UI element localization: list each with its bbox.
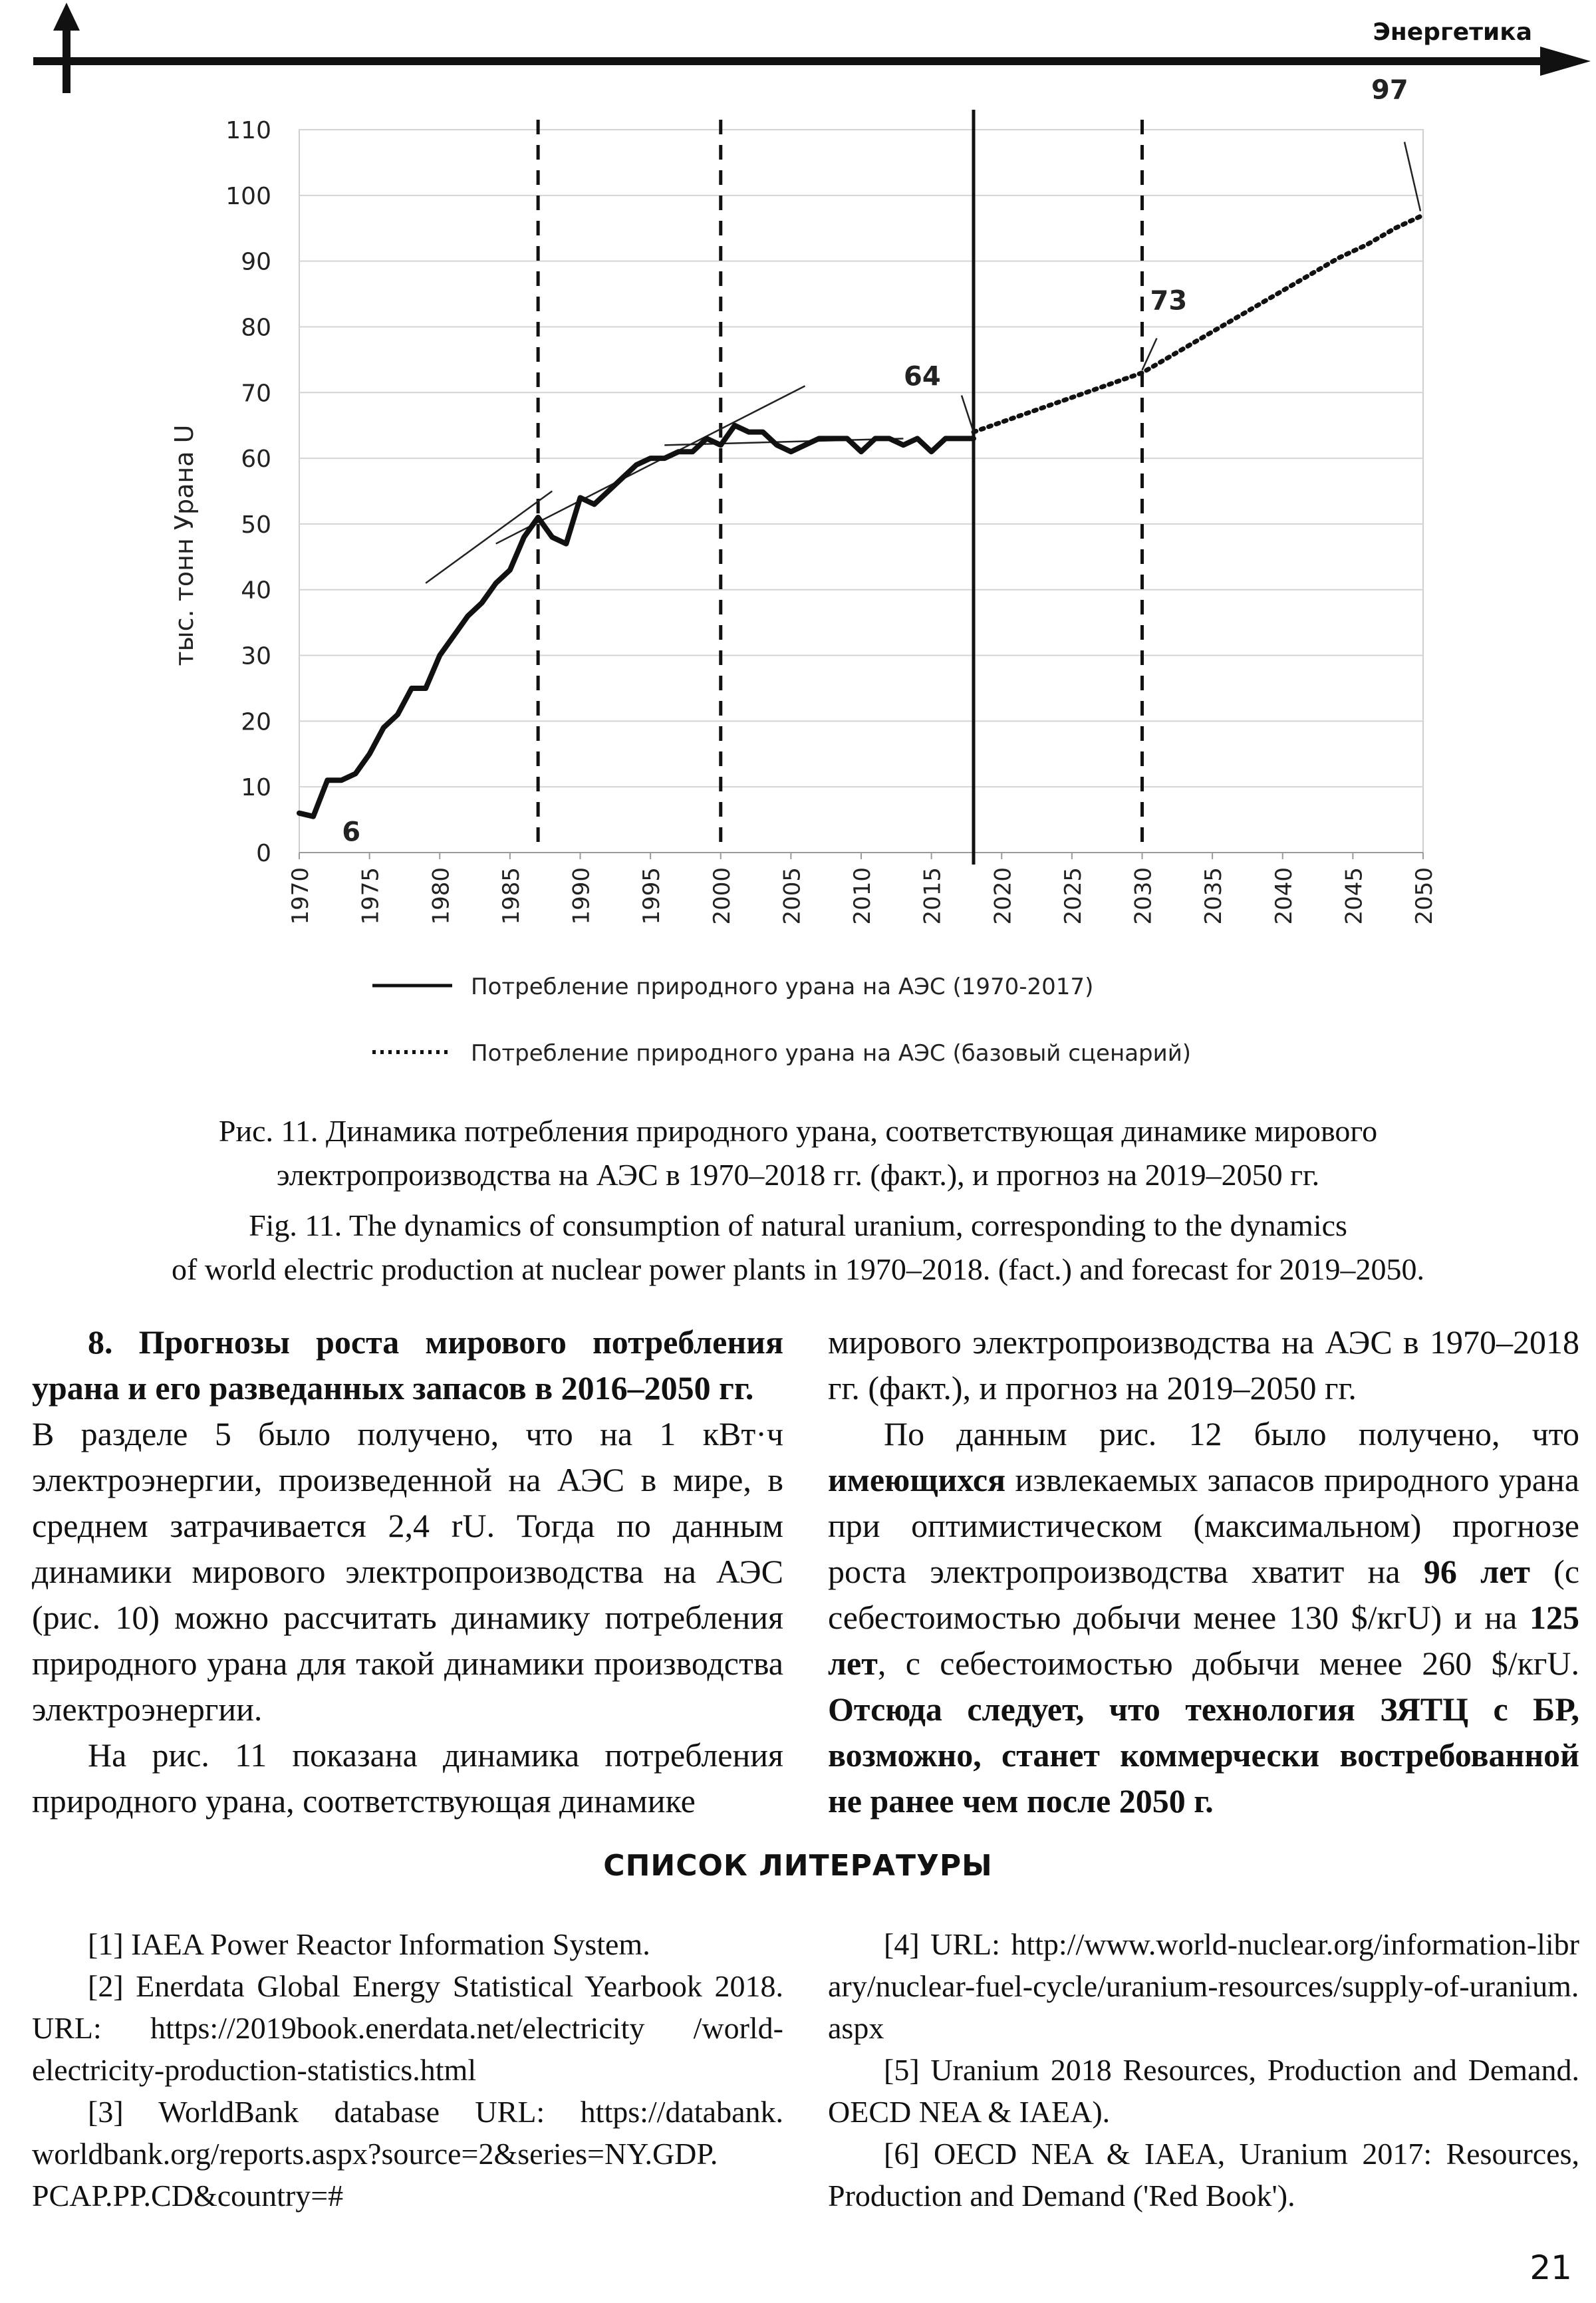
x-tick-label: 2045 <box>1341 867 1368 925</box>
x-tick-label: 1990 <box>568 867 595 925</box>
header-right-arrow-icon <box>1540 47 1591 76</box>
x-tick-label: 2030 <box>1130 867 1157 925</box>
text-run: (с себестоимостью добычи менее 130 $/кгU) и на <box>828 1553 1580 1636</box>
x-tick-label: 2010 <box>849 867 876 925</box>
chart-marks <box>299 74 1423 865</box>
y-tick-label: 100 <box>225 182 271 210</box>
reference-4-text: [4] URL: http://www.world-nuclear.org/information-library/nuclear-fuel-cycle/uranium-resources/supply-of-uranium.aspx <box>828 1927 1579 2045</box>
annotation-label: 73 <box>1150 285 1188 317</box>
y-tick-label: 80 <box>241 314 271 342</box>
y-tick-label: 110 <box>225 117 271 144</box>
reference-6: [6] OECD NEA & IAEA, Uranium 2017: Resources, Production and Demand ('Red Book'). <box>828 2137 1579 2213</box>
right-paragraph-2 <box>828 1411 1579 1824</box>
text-run: По данным рис. 12 было получено, что <box>884 1415 1579 1452</box>
reference-3: [3] WorldBank database URL: https://databank. worldbank.org/reports.aspx?source=2&series=NY.GDP. PCAP.PP.CD&country=# <box>32 2095 783 2213</box>
y-tick-label: 90 <box>241 248 271 276</box>
x-tick-label: 2025 <box>1059 867 1087 925</box>
text-run: извлекаемых запасов природного урана при оптимистическом (максимальном) прогнозе роста электропроизводства хватит на <box>828 1461 1579 1590</box>
text-run-bold: 125 лет <box>828 1599 1580 1682</box>
y-tick-label: 40 <box>241 577 271 605</box>
x-tick-label: 2015 <box>919 867 946 925</box>
reference-4 <box>828 1923 1579 2049</box>
caption-en-line-1: Fig. 11. The dynamics of consumption of natural uranium, corresponding to the dynamics <box>249 1208 1347 1242</box>
x-tick-label: 1985 <box>497 867 525 925</box>
page-number: 21 <box>1530 2248 1572 2287</box>
chart-axes <box>225 117 1438 925</box>
caption-ru-line-1: Рис. 11. Динамика потребления природного урана, соответствующая динамике мирового <box>218 1114 1378 1148</box>
reference-1: [1] IAEA Power Reactor Information System. <box>88 1927 650 1961</box>
x-tick-label: 2000 <box>708 867 735 925</box>
left-paragraph-1: В разделе 5 было получено, что на 1 кВт·ч электроэнергии, произведенной на АЭС в мире, в среднем затрачивается 2,4 rU. Тогда по данным динамики мирового электропроизводства на АЭС (рис. 10) можно рассчитать динамику потребления природного урана для такой динамики производства электроэнергии. <box>32 1415 783 1728</box>
header-up-arrow-icon <box>53 3 80 31</box>
legend-solid-label: Потребление природного урана на АЭС (1970-2017) <box>471 974 1094 1000</box>
x-tick-label: 2040 <box>1270 867 1297 925</box>
x-tick-label: 1970 <box>287 867 314 925</box>
chart-grid <box>299 130 1423 853</box>
x-tick-label: 1975 <box>357 867 384 925</box>
reference-5: [5] Uranium 2018 Resources, Production and Demand. OECD NEA & IAEA). <box>828 2053 1579 2129</box>
trend-tangent-line <box>426 491 552 583</box>
x-tick-label: 2050 <box>1411 867 1438 925</box>
annotation-leader-line <box>1404 142 1420 211</box>
uranium-consumption-chart <box>133 74 1463 1077</box>
references-heading: СПИСОК ЛИТЕРАТУРЫ <box>603 1849 993 1883</box>
references-right <box>828 1923 1579 2217</box>
y-tick-label: 70 <box>241 380 271 408</box>
y-tick-label: 50 <box>241 511 271 539</box>
x-tick-label: 2020 <box>990 867 1017 925</box>
section-title: Энергетика <box>1373 19 1532 46</box>
right-paragraph-1: мирового электропроизводства на АЭС в 1970–2018 гг. (факт.), и прогноз на 2019–2050 гг. <box>828 1323 1579 1407</box>
y-axis-label: тыс. тонн Урана U <box>170 424 199 666</box>
x-tick-label: 1980 <box>428 867 455 925</box>
text-run-bold: имеющихся <box>828 1461 1006 1498</box>
plot-border <box>299 130 1423 853</box>
series-line-actual <box>299 426 974 817</box>
text-run-bold: Отсюда следует, что технология ЗЯТЦ с БР, возможно, станет коммерчески востребованной не ранее чем после 2050 г. <box>828 1691 1579 1820</box>
legend <box>372 974 1191 1067</box>
x-tick-label: 2005 <box>779 867 806 925</box>
annotation-label: 6 <box>342 817 361 848</box>
left-paragraph-2: На рис. 11 показана динамика потребления природного урана, соответствующая динамике <box>32 1736 783 1820</box>
right-column <box>828 1319 1579 1824</box>
annotation-leader-line <box>962 396 974 432</box>
y-tick-label: 20 <box>241 708 271 736</box>
caption-ru-line-2: электропроизводства на АЭС в 1970–2018 гг. (факт.), и прогноз на 2019–2050 гг. <box>276 1158 1320 1192</box>
legend-dotted-label: Потребление природного урана на АЭС (базовый сценарий) <box>471 1040 1192 1067</box>
series-line-forecast <box>974 215 1423 432</box>
annotation-label: 64 <box>904 361 941 392</box>
section-heading: 8. Прогнозы роста мирового потребления урана и его разведанных запасов в 2016–2050 гг. <box>32 1323 783 1407</box>
header-rule <box>0 0 1596 93</box>
left-column <box>32 1319 783 1824</box>
annotation-label: 97 <box>1371 74 1408 106</box>
y-tick-label: 0 <box>256 840 271 867</box>
references-left <box>32 1923 783 2217</box>
text-run: , с себестоимостью добычи менее 260 $/кгU. <box>877 1645 1579 1682</box>
reference-2: [2] Enerdata Global Energy Statistical Yearbook 2018. URL: https://2019book.enerdata.net/electricity /world-electricity-production-statistics.html <box>32 1969 783 2087</box>
caption-en-line-2: of world electric production at nuclear power plants in 1970–2018. (fact.) and forecast for 2019–2050. <box>171 1252 1425 1286</box>
x-tick-label: 1995 <box>638 867 666 925</box>
y-tick-label: 60 <box>241 446 271 474</box>
y-tick-label: 10 <box>241 774 271 802</box>
text-run-bold: 96 лет <box>1423 1553 1530 1590</box>
x-tick-label: 2035 <box>1200 867 1228 925</box>
y-tick-label: 30 <box>241 642 271 670</box>
